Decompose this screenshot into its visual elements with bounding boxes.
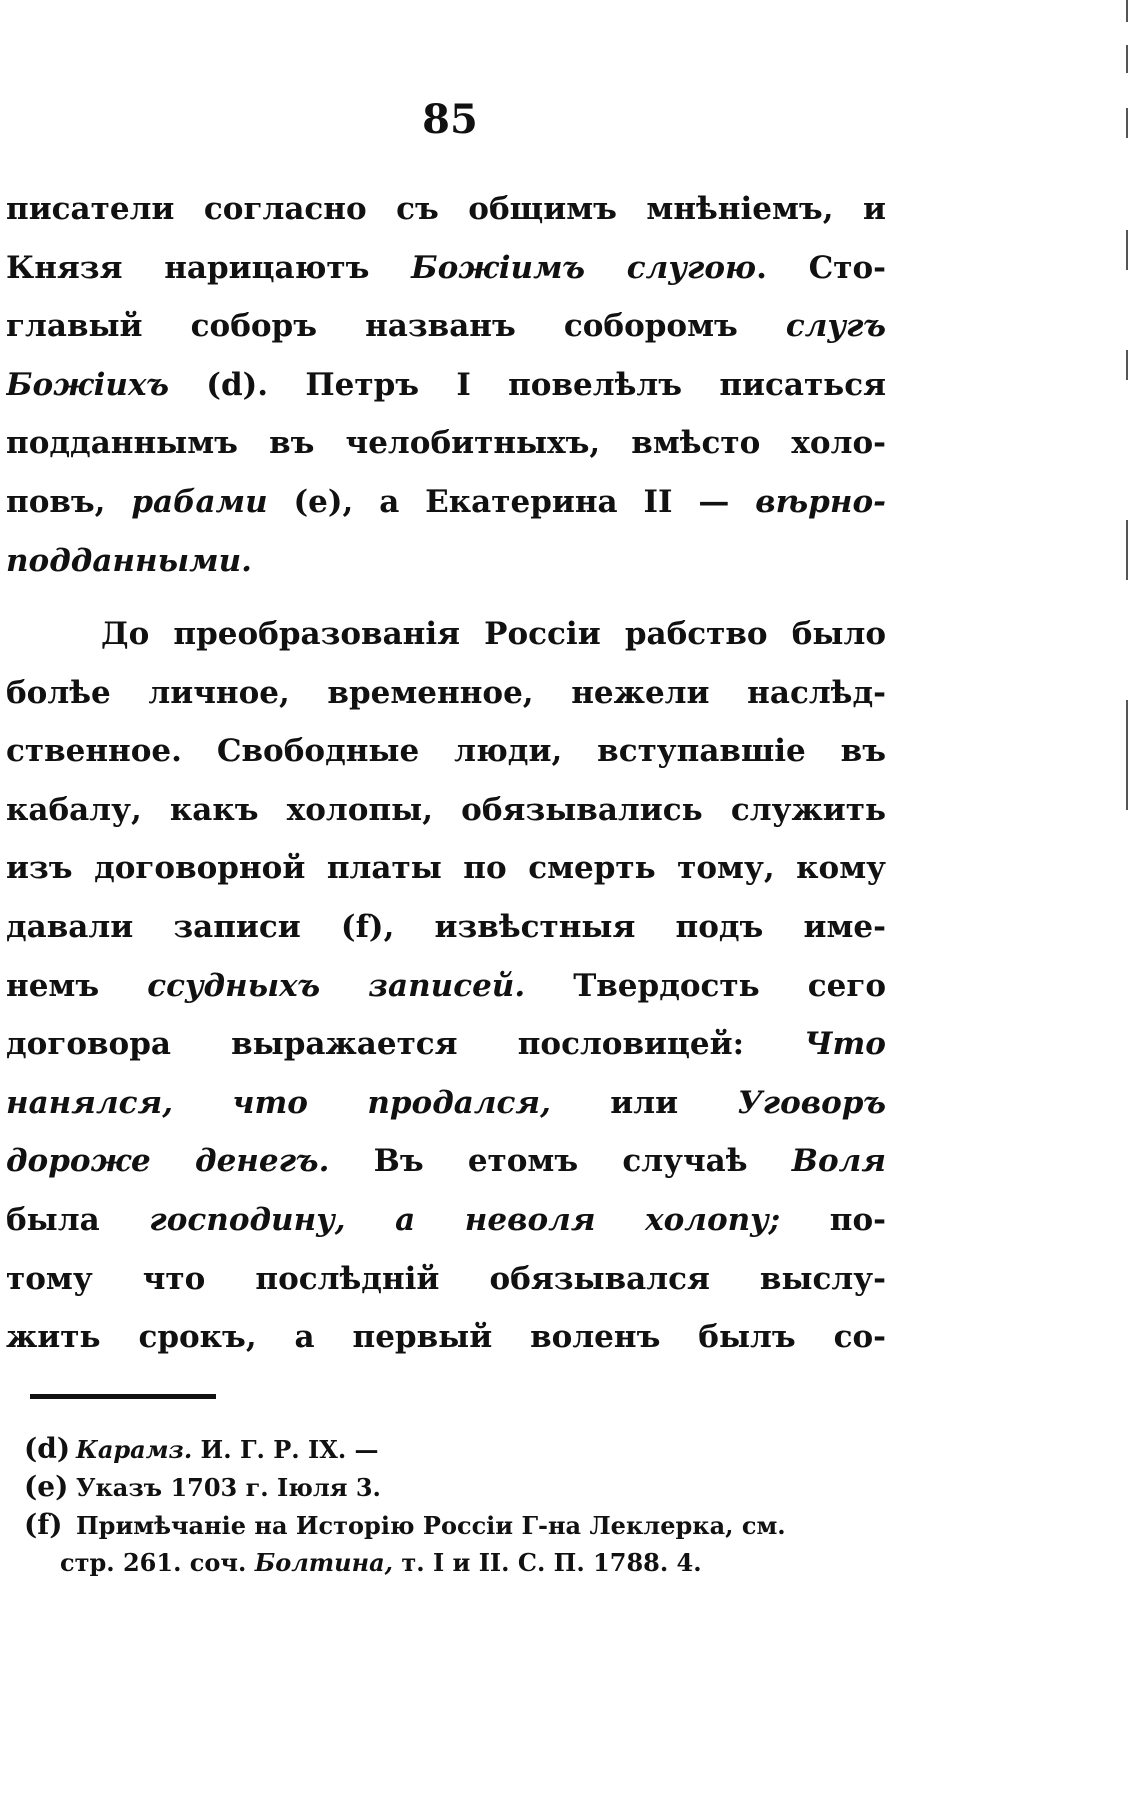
text-run: тому что послѣдній обязывался выслу- — [6, 1260, 886, 1297]
italic-text: рабами — [131, 483, 268, 520]
text-line — [6, 957, 886, 1016]
text-run: (e), а Екатерина II — — [267, 483, 756, 520]
text-line — [6, 356, 886, 415]
text-run: договора выражается пословицей: — [6, 1026, 805, 1063]
text-line — [6, 605, 886, 664]
text-run: болѣе личное, временное, нежели наслѣд- — [6, 674, 886, 711]
italic-text: вѣрно- — [755, 483, 886, 520]
footnote-separator — [30, 1394, 216, 1399]
text-line — [6, 839, 886, 898]
text-line — [6, 297, 886, 356]
text-run: Указъ 1703 г. Іюля 3. — [76, 1473, 381, 1502]
text-line — [6, 722, 886, 781]
italic-text: Уговоръ — [737, 1084, 886, 1121]
text-run: писатели согласно съ общимъ мнѣніемъ, и — [6, 191, 886, 227]
text-line — [6, 1191, 886, 1250]
text-run: по- — [780, 1201, 886, 1238]
footnote — [24, 1468, 894, 1506]
text-run: немъ — [6, 967, 148, 1004]
footnote — [24, 1506, 894, 1544]
footnote-mark: (f) — [24, 1508, 63, 1541]
text-run: была — [6, 1201, 150, 1238]
italic-text: Божіихъ — [6, 366, 169, 403]
text-run: Князя нарицаютъ — [6, 249, 412, 286]
text-run: давали записи (f), извѣстныя подъ име- — [6, 908, 886, 945]
footnote — [24, 1430, 894, 1468]
text-run: повъ, — [6, 483, 132, 520]
text-line — [6, 1250, 886, 1309]
text-run: жить срокъ, а первый воленъ былъ со- — [6, 1319, 886, 1356]
text-run: Примѣчаніе на Исторію Россіи Г-на Леклерка, см. — [76, 1511, 786, 1540]
text-run: главый соборъ названъ соборомъ — [6, 308, 786, 345]
text-run: (d). Петръ I повелѣлъ писаться — [168, 366, 886, 403]
italic-text: дороже денегъ. — [6, 1143, 330, 1180]
text-line — [6, 414, 886, 473]
text-run: Твердость сего — [525, 967, 886, 1004]
text-line — [6, 898, 886, 957]
text-line — [6, 1074, 886, 1133]
text-run: изъ договорной платы по смерть тому, кому — [6, 850, 886, 887]
text-run: . Сто- — [756, 249, 886, 286]
italic-text: Божіимъ слугою — [411, 249, 757, 286]
text-run: ственное. Свободные люди, вступавшіе въ — [6, 733, 886, 770]
text-run: т. I и II. С. П. 1788. 4. — [393, 1548, 702, 1577]
text-line — [6, 473, 886, 532]
text-line — [6, 664, 886, 723]
text-run: И. Г. Р. IX. — — [192, 1435, 379, 1464]
page-number: 85 — [422, 96, 478, 143]
italic-text: Воля — [791, 1143, 886, 1180]
italic-text: ссудныхъ записей. — [147, 967, 526, 1004]
text-line — [6, 1132, 886, 1191]
text-line — [6, 1308, 886, 1367]
text-line — [6, 1015, 886, 1074]
scan-edge-marks — [1100, 0, 1140, 1816]
text-run: подданнымъ въ челобитныхъ, вмѣсто холо- — [6, 425, 886, 462]
text-run: кабалу, какъ холопы, обязывались служить — [6, 791, 886, 828]
italic-text: господину, а неволя холопу; — [149, 1201, 781, 1238]
footnote — [24, 1544, 894, 1582]
paragraph-1 — [6, 180, 886, 590]
text-line — [6, 781, 886, 840]
text-run: Въ етомъ случаѣ — [329, 1143, 792, 1180]
italic-text: Что — [804, 1026, 886, 1063]
italic-text: подданными. — [6, 542, 252, 579]
italic-text: Карамз. — [76, 1435, 193, 1464]
text-line — [6, 180, 886, 239]
text-line — [6, 532, 886, 591]
footnotes — [24, 1430, 894, 1582]
text-run: или — [550, 1084, 738, 1121]
paragraph-2 — [6, 605, 886, 1367]
text-line — [6, 239, 886, 298]
italic-text: слугъ — [785, 308, 886, 345]
italic-text: Болтина, — [254, 1548, 394, 1577]
text-run: До преобразованія Россіи рабство было — [101, 616, 886, 652]
footnote-mark: (e) — [24, 1470, 69, 1503]
text-run: стр. 261. соч. — [60, 1548, 255, 1577]
italic-text: нанялся, что продался, — [6, 1084, 551, 1121]
footnote-mark: (d) — [24, 1432, 71, 1465]
